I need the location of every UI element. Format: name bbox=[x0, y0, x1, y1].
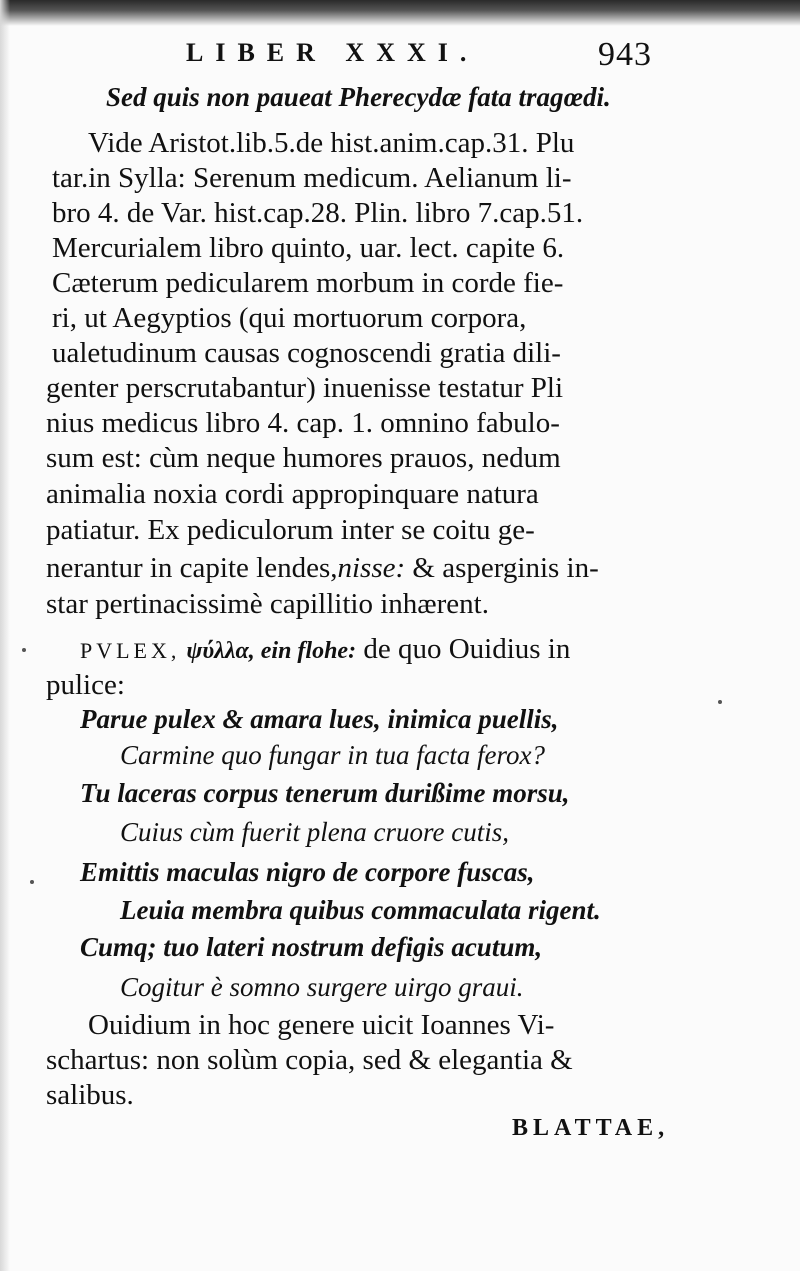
headword: PVLEX, bbox=[80, 638, 181, 663]
margin-dot bbox=[718, 700, 722, 704]
margin-dot bbox=[22, 648, 26, 652]
text-line bbox=[80, 632, 570, 668]
verse-line: Sed quis non paueat Pherecydæ fata tragœdi. bbox=[106, 82, 611, 112]
vernacular-name: ψύλλα, ein flohe: bbox=[180, 638, 357, 664]
text-line: bro 4. de Var. hist.cap.28. Plin. libro 7.cap.51. bbox=[52, 197, 584, 229]
running-head bbox=[0, 36, 800, 76]
verse-line: Tu laceras corpus tenerum durißime morsu, bbox=[80, 778, 570, 808]
text-line: animalia noxia cordi appropinquare natura bbox=[46, 478, 539, 510]
text-span: de quo Ouidius in bbox=[356, 633, 571, 665]
verse-line: Parue pulex & amara lues, inimica puellis, bbox=[80, 704, 559, 734]
text-line: salibus. bbox=[46, 1079, 134, 1111]
text-line: nius medicus libro 4. cap. 1. omnino fabulo- bbox=[46, 407, 560, 439]
text-span: nerantur in capite lendes, bbox=[46, 552, 338, 584]
text-line: Vide Aristot.lib.5.de hist.anim.cap.31. Plu bbox=[88, 127, 575, 159]
abbreviation: nisse: bbox=[337, 552, 406, 584]
text-line: star pertinacissimè capillitio inhærent. bbox=[46, 588, 489, 620]
verse-line: Cuius cùm fuerit plena cruore cutis, bbox=[120, 817, 509, 847]
text-line: tar.in Sylla: Serenum medicum. Aelianum li- bbox=[52, 162, 572, 194]
text-line: genter perscrutabantur) inuenisse testatur Pli bbox=[46, 372, 564, 404]
text-line: patiatur. Ex pediculorum inter se coitu ge- bbox=[46, 514, 535, 546]
running-title: LIBER XXXI. bbox=[186, 38, 479, 67]
page-edge-shadow bbox=[0, 0, 800, 26]
verse-line: Cogitur è somno surgere uirgo graui. bbox=[120, 972, 524, 1002]
catchword: BLATTAE, bbox=[512, 1115, 670, 1141]
text-line: schartus: non solùm copia, sed & elegantia & bbox=[46, 1044, 573, 1076]
text-span: & asperginis in- bbox=[405, 552, 599, 584]
verse-line: Emittis maculas nigro de corpore fuscas, bbox=[80, 857, 535, 887]
verse-line: Carmine quo fungar in tua facta ferox? bbox=[120, 740, 545, 770]
text-line: Ouidium in hoc genere uicit Ioannes Vi- bbox=[88, 1009, 555, 1041]
text-line: Cæterum pedicularem morbum in corde fie- bbox=[52, 267, 564, 299]
page-left-shadow bbox=[0, 0, 10, 1271]
text-line bbox=[46, 551, 599, 585]
verse-line: Cumq; tuo lateri nostrum defigis acutum, bbox=[80, 932, 543, 962]
page-number: 943 bbox=[598, 36, 652, 73]
margin-dot bbox=[30, 880, 34, 884]
text-line: pulice: bbox=[46, 669, 125, 701]
text-line: Mercurialem libro quinto, uar. lect. capite 6. bbox=[52, 232, 565, 264]
text-line: ri, ut Aegyptios (qui mortuorum corpora, bbox=[52, 302, 527, 334]
text-line: ualetudinum causas cognoscendi gratia dili- bbox=[52, 337, 561, 369]
verse-line: Leuia membra quibus commaculata rigent. bbox=[120, 895, 601, 925]
text-line: sum est: cùm neque humores prauos, nedum bbox=[46, 442, 561, 474]
